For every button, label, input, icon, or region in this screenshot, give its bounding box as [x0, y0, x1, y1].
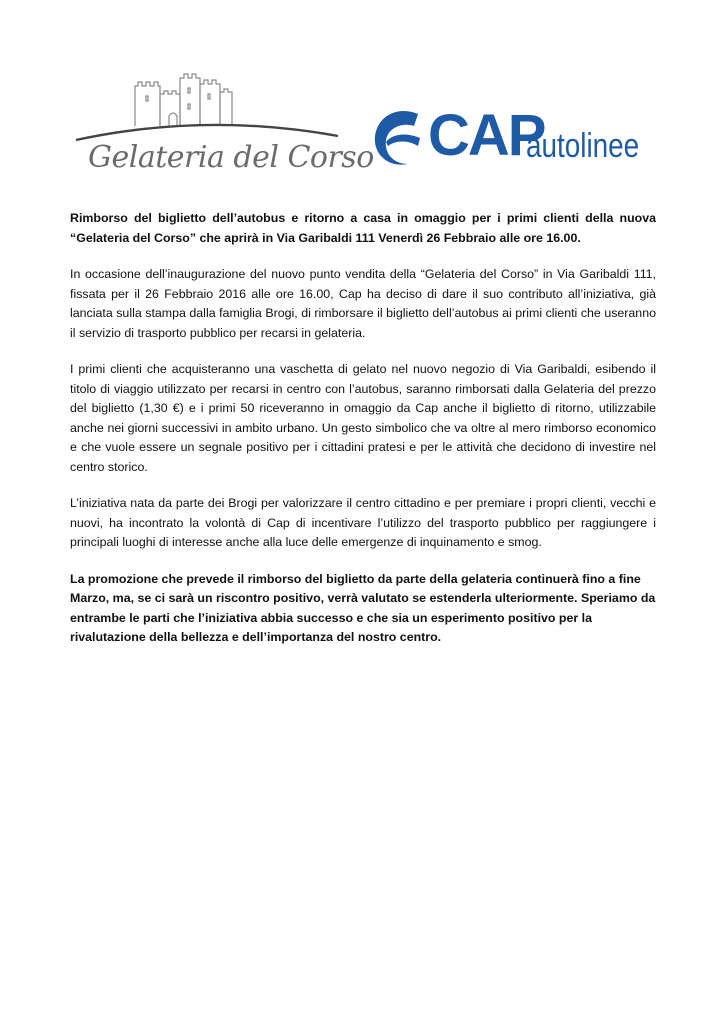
- gelateria-logo: [70, 64, 374, 188]
- press-release-body: [70, 209, 656, 665]
- closing-paragraph: La promozione che prevede il rimborso del biglietto da parte della gelateria continuerà fino a fine Marzo, ma, se ci sarà un riscontro positivo, verrà valutato se estenderla ulteriormente. Speriamo da entrambe le parti che l’iniziativa abbia successo e che sia un esperimento positivo per la rivalutazione della bellezza e dell’importanza del nostro centro.: [70, 571, 656, 644]
- body-paragraph: In occasione dell’inaugurazione del nuovo punto vendita della “Gelateria del Corso” in Via Garibaldi 111, fissata per il 26 Febbraio 2016 alle ore 16.00, Cap ha deciso di dare il suo contributo all’iniziativa, già lanciata sulla stampa dalla famiglia Brogi, di rimborsare il biglietto dell’autobus ai primi clienti che useranno il servizio di trasporto pubblico per recarsi in gelateria.: [70, 267, 656, 340]
- castle-icon: [70, 64, 342, 144]
- gelateria-wordmark: Gelateria del Corso: [88, 140, 374, 175]
- body-paragraph: I primi clienti che acquisteranno una vaschetta di gelato nel nuovo negozio di Via Garibaldi, esibendo il titolo di viaggio utilizzato per recarsi in centro con l’autobus, saranno rimborsati dalla Gelateria del prezzo del biglietto (1,30 €) e i primi 50 riceveranno in omaggio da Cap anche il biglietto di ritorno, utilizzabile anche nei giorni successivi in ambito urbano. Un gesto simbolico che va oltre al mero rimborso economico e che vuole essere un segnale positivo per i cittadini pratesi e per le attività che decidono di investire nel centro storico.: [70, 362, 656, 474]
- body-paragraph: L’iniziativa nata da parte dei Brogi per valorizzare il centro cittadino e per premiare i propri clienti, vecchi e nuovi, ha incontrato la volontà di Cap di incentivare l’utilizzo del trasporto pubblico per raggiungere i principali luoghi di interesse anche alla luce delle emergenze di inquinamento e smog.: [70, 496, 656, 549]
- autolinee-text: autolinee: [526, 127, 640, 165]
- cap-autolinee-logo: [370, 104, 650, 174]
- cap-brand-text: CAP: [428, 103, 545, 168]
- cap-swirl-icon: [370, 104, 430, 170]
- headline-paragraph: Rimborso del biglietto dell’autobus e ritorno a casa in omaggio per i primi clienti della nuova “Gelateria del Corso” che aprirà in Via Garibaldi 111 Venerdì 26 Febbraio alle ore 16.00.: [70, 211, 656, 245]
